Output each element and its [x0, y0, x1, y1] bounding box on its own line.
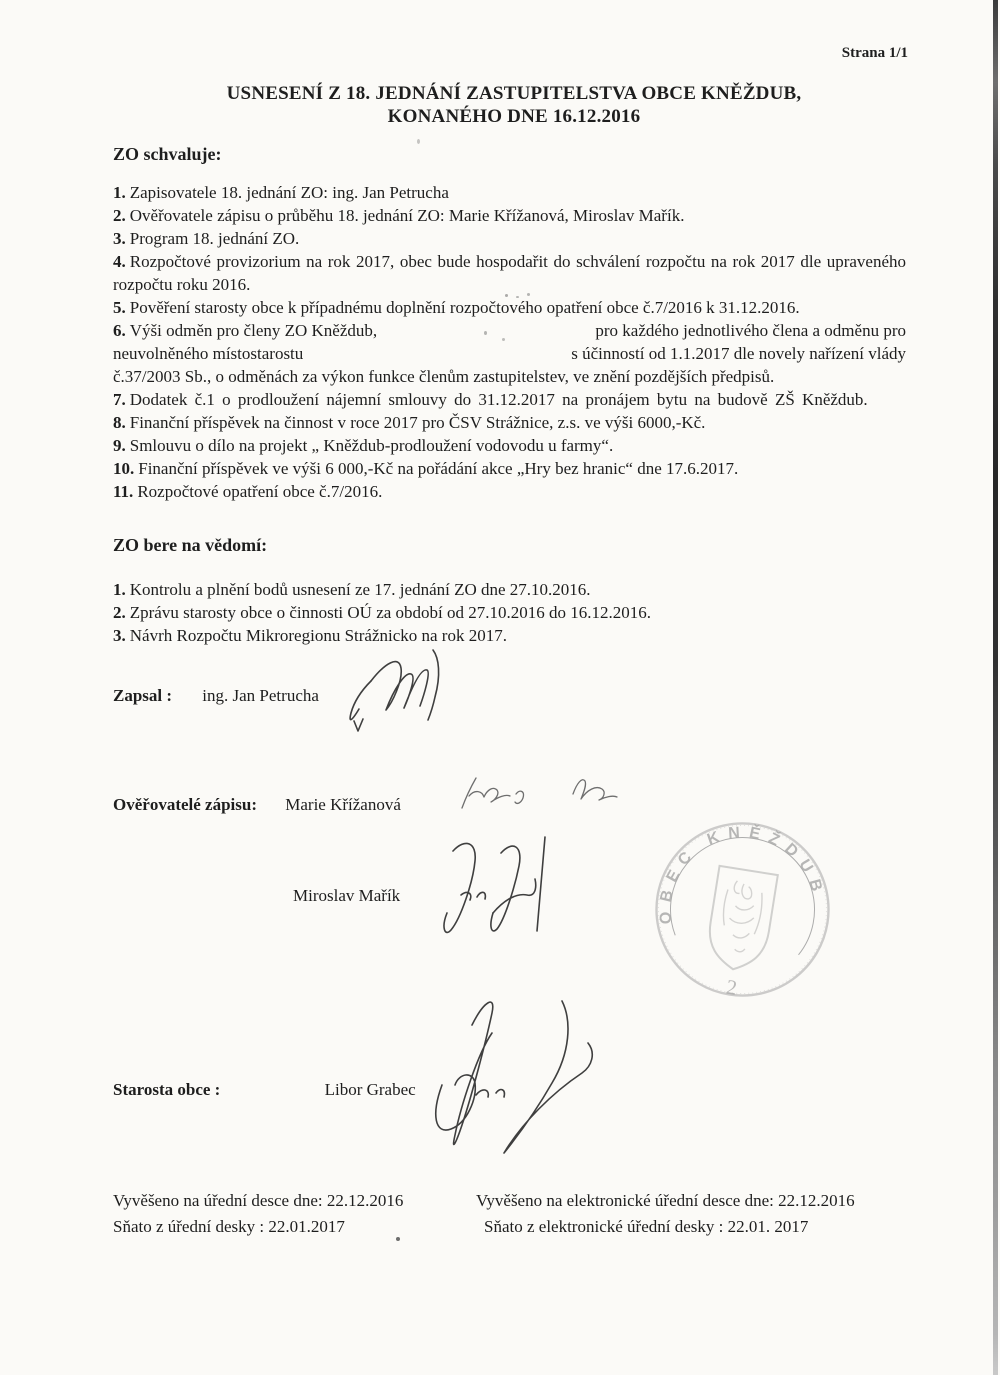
- removed-electronic-date-line: Sňato z elektronické úřední desky : 22.01. 2017: [484, 1217, 809, 1236]
- list-item: 3. Návrh Rozpočtu Mikroregionu Strážnicko na rok 2017.: [113, 626, 507, 645]
- list-bere: [113, 578, 906, 647]
- overovatel2-name: Miroslav Mařík: [293, 886, 401, 905]
- list-item-6-line2: neuvolněného místostarostu s účinností od 1.1.2017 dle novely nařízení vlády: [113, 344, 906, 363]
- list-item: 2. Ověřovatele zápisu o průběhu 18. jednání ZO: Marie Křížanová, Miroslav Mařík.: [113, 206, 685, 225]
- list-item: 8. Finanční příspěvek na činnost v roce 2017 pro ČSV Strážnice, z.s. ve výši 6000,-Kč.: [113, 413, 706, 432]
- scan-speck: [396, 1237, 400, 1241]
- official-stamp: [631, 798, 854, 1021]
- list-item: 7. Dodatek č.1 o prodloužení nájemní smlouvy do 31.12.2017 na pronájem bytu na budově ZŠ Kněždub.: [113, 390, 868, 409]
- overovatele-row: [113, 795, 401, 815]
- section-heading-bere: ZO bere na vědomí:: [113, 535, 268, 555]
- posted-electronic-date-line: Vyvěšeno na elektronické úřední desce dne: 22.12.2016: [476, 1191, 855, 1210]
- starosta-row: [113, 1080, 416, 1100]
- zapsal-row: [113, 686, 319, 706]
- scan-speck: [417, 139, 420, 144]
- scan-edge-artifact: [993, 0, 998, 1375]
- list-item: 2. Zprávu starosty obce o činnosti OÚ za období od 27.10.2016 do 16.12.2016.: [113, 603, 652, 622]
- footer-right-column: [476, 1188, 855, 1240]
- section-heading-schvaluje: ZO schvaluje:: [113, 144, 222, 164]
- list-item-6-line3: č.37/2003 Sb., o odměnách za výkon funkce členům zastupitelstev, ve znění pozdějších předpisů.: [113, 367, 775, 386]
- starosta-label: Starosta obce :: [113, 1080, 221, 1099]
- list-item: 11. Rozpočtové opatření obce č.7/2016.: [113, 482, 383, 501]
- zapsal-label: Zapsal :: [113, 686, 173, 705]
- stamp-shield: [704, 866, 778, 974]
- zapsal-name: ing. Jan Petrucha: [202, 686, 319, 705]
- list-item: 10. Finanční příspěvek ve výši 6 000,-Kč na pořádání akce „Hry bez hranic“ dne 17.6.2017.: [113, 459, 739, 478]
- scan-speck: [502, 338, 505, 341]
- signature-petrucha: [345, 645, 470, 740]
- list-item: 1. Kontrolu a plnění bodů usnesení ze 17. jednání ZO dne 27.10.2016.: [113, 580, 591, 599]
- page-number: Strana 1/1: [841, 45, 908, 61]
- scan-speck: [527, 293, 530, 296]
- overovatele-label: Ověřovatelé zápisu:: [113, 795, 257, 814]
- scan-speck: [505, 294, 508, 297]
- footer-left-column: [113, 1188, 403, 1240]
- list-item: 3. Program 18. jednání ZO.: [113, 229, 300, 248]
- signature-krizanova: [455, 768, 640, 823]
- signature-marik: [415, 833, 580, 945]
- starosta-name: Libor Grabec: [324, 1080, 416, 1099]
- list-schvaluje: [113, 181, 906, 503]
- overovatel1-name: Marie Křížanová: [285, 795, 401, 814]
- document-title-line2: KONANÉHO DNE 16.12.2016: [387, 106, 641, 127]
- stamp-number: 2: [724, 974, 739, 1000]
- signature-grabec: [410, 993, 605, 1161]
- scan-speck: [484, 331, 487, 335]
- list-item-6-line1: 6. Výši odměn pro členy ZO Kněždub, pro každého jednotlivého člena a odměnu pro: [113, 321, 906, 340]
- overovatel2-row: [293, 886, 400, 906]
- list-item: 1. Zapisovatele 18. jednání ZO: ing. Jan Petrucha: [113, 183, 449, 202]
- list-item: 4. Rozpočtové provizorium na rok 2017, obec bude hospodařit do schválení rozpočtu na rok 2017 dle upraveného rozpočtu roku 2016.: [113, 252, 906, 294]
- removed-date-line: Sňato z úřední desky : 22.01.2017: [113, 1217, 345, 1236]
- stamp-lion-emblem: [717, 879, 765, 954]
- scan-speck: [516, 296, 519, 298]
- list-item: 9. Smlouvu o dílo na projekt „ Kněždub-prodloužení vodovodu u farmy“.: [113, 436, 614, 455]
- svg-text:OBEC KNĚŽDUB: [654, 810, 837, 950]
- posted-date-line: Vyvěšeno na úřední desce dne: 22.12.2016: [113, 1191, 404, 1210]
- document-title-line1: USNESENÍ Z 18. JEDNÁNÍ ZASTUPITELSTVA OBCE KNĚŽDUB,: [226, 83, 802, 104]
- document-title: [14, 82, 1000, 128]
- stamp-ring-text: OBEC KNĚŽDUB: [657, 824, 828, 925]
- list-item: 5. Pověření starosty obce k případnému doplnění rozpočtového opatření obce č.7/2016 k 31.12.2016.: [113, 298, 800, 317]
